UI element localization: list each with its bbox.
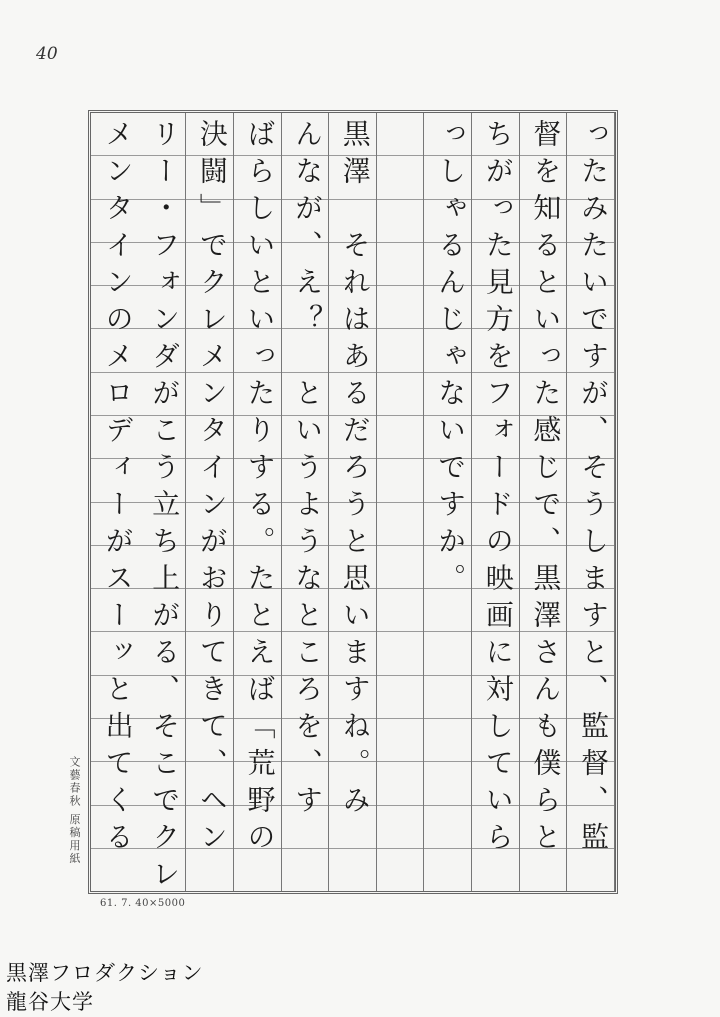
manuscript-column: [186, 113, 234, 891]
manuscript-grid: [91, 113, 615, 896]
manuscript-column: [282, 113, 330, 891]
manuscript-text: んなが、え？ というようなところを、す: [291, 119, 325, 822]
manuscript-text: 黒澤 それはあるだろうと思いますね。み: [338, 119, 372, 822]
manuscript-column: [377, 113, 425, 891]
print-code: 61. 7. 40×5000: [100, 898, 186, 909]
manuscript-column: [234, 113, 282, 891]
manuscript-column: [139, 113, 187, 896]
manuscript-column: [424, 113, 472, 891]
manuscript-text: 督を知るといった感じで、黒澤さんも僕らと: [529, 119, 563, 859]
credit-production: 黒澤フロダクション: [6, 961, 204, 985]
manuscript-text: ったみたいですが、そうしますと、監督、監: [576, 119, 610, 859]
manuscript-column: [329, 113, 377, 891]
manuscript-column: [567, 113, 615, 891]
manuscript-text: リー・フォンダがこう立ち上がる、そこでクレ: [148, 119, 182, 896]
manuscript-text: [377, 113, 424, 891]
manuscript-column: [520, 113, 568, 891]
page-number: 40: [36, 44, 58, 64]
publisher-label: 文藝春秋 原稿用紙: [68, 756, 81, 866]
manuscript-text: 決闘」でクレメンタインがおりてきて、ヘン: [195, 119, 229, 859]
manuscript-column: [91, 113, 139, 891]
manuscript-text: ちがった見方をフォードの映画に対していら: [481, 119, 515, 859]
manuscript-text: メンタインのメロディーがスーッと出てくる: [101, 119, 135, 859]
credit-university: 龍谷大学: [6, 990, 94, 1014]
manuscript-column: [472, 113, 520, 891]
manuscript-text: っしゃるんじゃないですか。: [434, 119, 468, 600]
manuscript-text: ばらしいといったりする。たとえば「荒野の: [243, 119, 277, 859]
manuscript-sheet: [88, 110, 618, 894]
